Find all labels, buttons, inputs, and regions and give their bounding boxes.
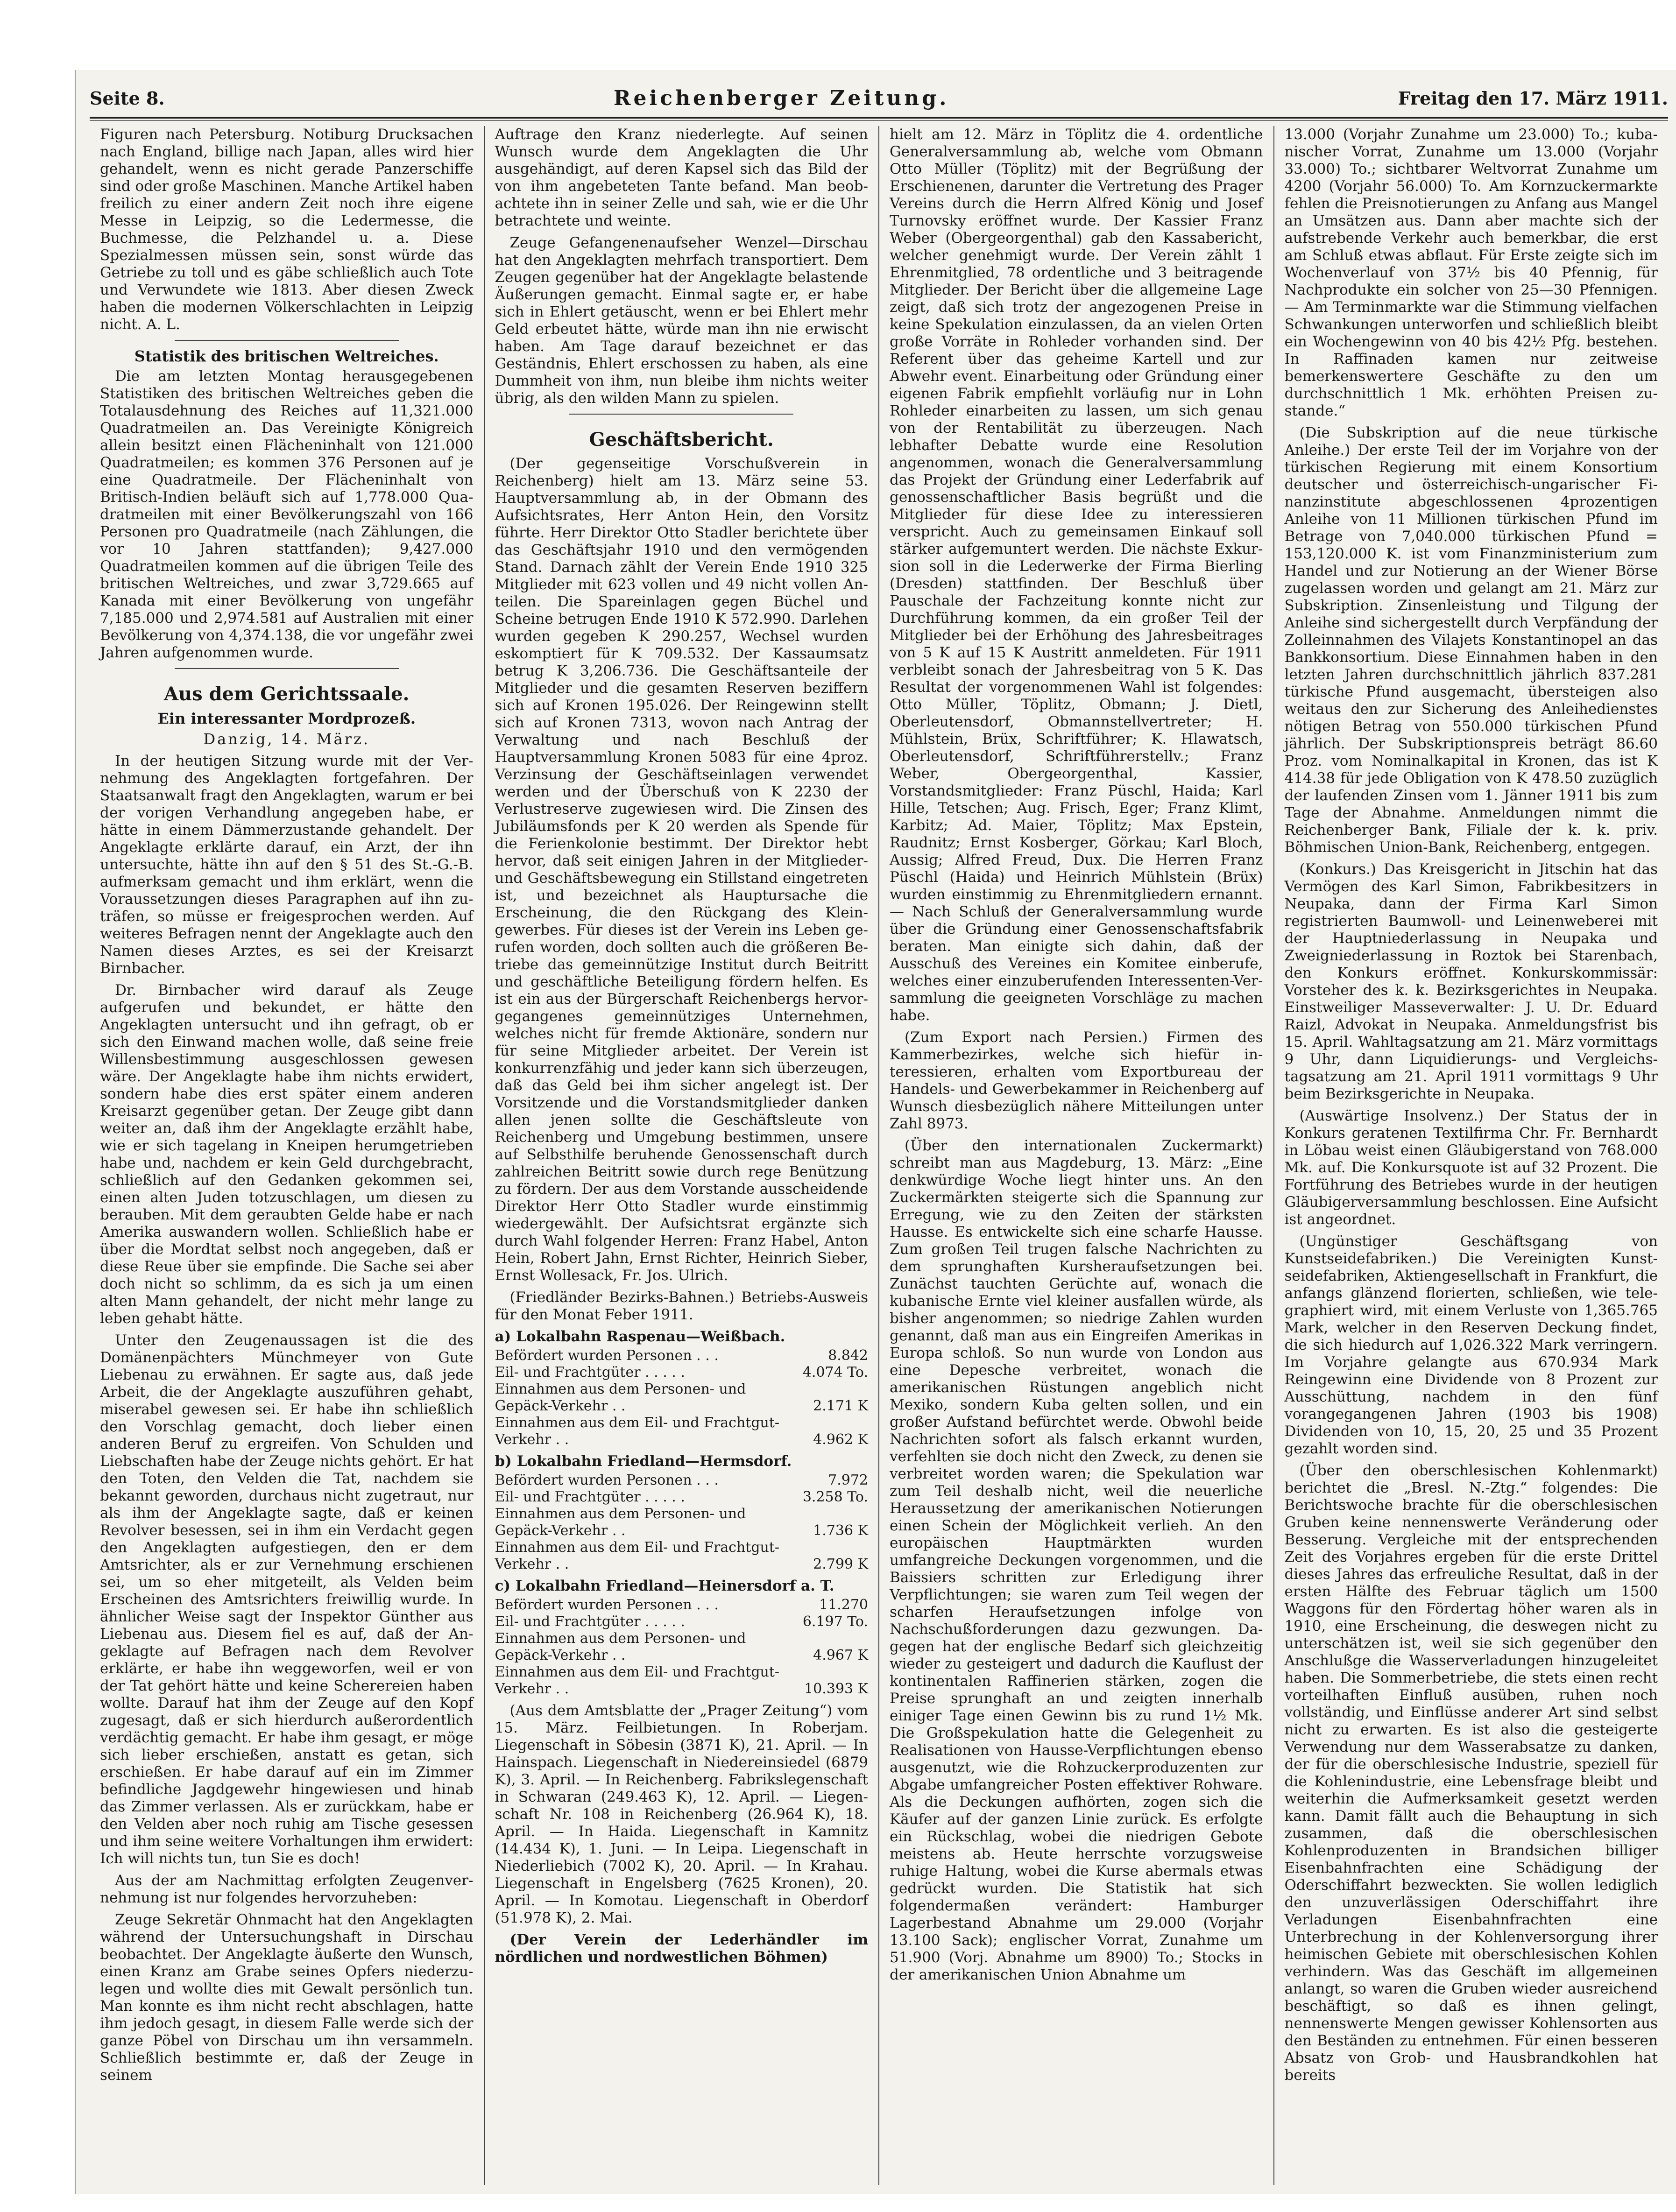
table-row: Eil- und Frachtgüter . . . . . 3.258 To. <box>495 1489 868 1505</box>
table-row: Befördert wurden Personen . . . 7.972 <box>495 1472 868 1488</box>
article-sugar-market: (Über den internationalen Zuckermarkt) schreibt man aus Magdeburg, 13. März: „Eine denkwürdige Woche liegt hinter uns. An den Zuckermärkten steigerte sich die Spannung zur Erregung, wie zu den Zeiten der stärksten Hausse. Es entwickelte sich eine scharfe Hausse. Zum großen Teil trugen falsche Nachrichten zu dem sprunghaften Kursheraufsetzungen bei. Zunächst tauchten Gerüchte auf, wonach die kubanische Ernte viel kleiner ausfallen würde, als bisher angenommen; so niedrige Zahlen wurden genannt, daß man aus ein Eingreifen Amerikas in Europa schloß. So nun wurde von London aus eine Depesche verbreitet, wonach die amerikanischen Rüstungen angeblich nicht Mexiko, sondern Kuba gelten sollen, und ein großer Aufstand befürchtet werde. Obwohl beide Nachrichten sofort als falsch erkannt wurden, verfehlten sie doch nicht den Zweck, zu denen sie verbreitet worden waren; die Spekulation war zum Teil deshalb nicht, weil die neuerliche Heraussetzung der amerikanischen Notierungen einen Schein der Möglichkeit verlieh. An den europäischen Hauptmärkten wurden umfangreiche Deckungen vorgenommen, und die Baissiers schritten zur Erledigung ihrer Verpflichtungen; sie waren zum Teil wegen der scharfen Heraufsetzungen infolge von Nachschußforderungen dazu gezwungen. Dagegen hat der englische Bedarf sich gleichzeitig wieder zu gesteigert und dadurch die Kauflust der kontinentalen Raffinerien stärken, zogen die Preise sprunghaft an und zeigten innerhalb einiger Tage einen Gewinn bis zu rund 1½ Mk. Die Großspekulation hatte die Gelegenheit zu Realisationen von Hausse-Verpflichtungen ebenso ausgenutzt, wie die Rohzuckerproduzenten zur Abgabe umfangreicher Posten effektiver Rohware. Als die Deckungen aufhörten, zogen sich die Käufer auf der ganzen Linie zurück. Es erfolgte ein Rückschlag, wobei die niedrigen Gebote meistens ab. Heute herrschte vorzugsweise ruhige Haltung, wobei die Kurse abermals etwas gedrückt wurden. Die Statistik hat sich folgendermaßen verändert: Hamburger Lagerbestand Abnahme um 29.000 (Vorjahr 13.100 Sack); englischer Vorrat, Zunahme um 51.900 (Vorj. Abnahme um 8900) To.; Stocks in der amerikanischen Union Abnahme um <box>890 1137 1263 1983</box>
article-bankruptcy: (Konkurs.) Das Kreisgericht in Jitschin hat das Vermögen des Karl Simon, Fabrikbesitzers in Neupaka, dann der Firma Karl Simon registrierten Baumwoll- und Leinenweberei mit der Hauptniederlassung in Neupaka und Zweigniederlassung in Roztok bei Starenbach, den Konkurs eröffnet. Konkurskommissär: Vorsteher des k. k. Bezirksgerichtes in Neupaka. Einstweiliger Masseverwalter: J. U. Dr. Eduard Raizl, Advokat in Neupaka. Anmeldungsfrist bis 15. April. Wahltagsatzung am 21. März vormittags 9 Uhr, dann Liquidierungs- und Vergleichstagsatzung am 21. April 1911 vormittags 9 Uhr beim Bezirksgerichte in Neupaka. <box>1284 861 1658 1102</box>
article-coal-market: (Über den oberschlesischen Kohlenmarkt) berichtet die „Bresl. N.-Ztg.“ folgendes: Die Berichtswoche brachte für die oberschlesischen Gruben keine nennenswerte Veränderung oder Besserung. Vergleiche mit der entsprechenden Zeit des Vorjahres ergeben für die erste Drittel dieses Jahres das erfreuliche Resultat, daß in der ersten Hälfte des Februar täglich um 1500 Waggons für den Fördertag höher waren als in 1910, eine Erscheinung, die deswegen nicht zu unterschätzen ist, weil sie sich gegenüber den Anschlußge die Wasserverladungen hinzugeleitet haben. Die Sommerbetriebe, die stets einen recht vorteilhaften Einfluß ausüben, ruhen noch vollständig, und Einflüsse anderer Art sind selbst nicht zu erwarten. Es ist also die gesteigerte Verwendung nur dem Wasserabsatze zu danken, der für die oberschlesische Industrie, speziell für die Kohlenindustrie, eine Lebensfrage bleibt und weiterhin die Aufmerksamkeit gesetzt werden kann. Damit fällt auch die Behauptung in sich zusammen, daß die oberschlesischen Kohlenproduzenten in Brandsichen billiger Eisenbahnfrachten eine Schädigung der Oderschiffahrt bezweckten. Sie wollen lediglich den unzuverlässigen Oderschiffahrt ihre Verladungen Eisenbahnfrachten eine Unterbrechung in der Kohlenversorgung ihrer heimischen Gebiete mit oberschlesischen Kohlen verhindern. Was das Geschäft im allgemeinen anlangt, so waren die Gruben wieder ausreichend beschäftigt, so daß es ihnen gelingt, nennenswerte Mengen gewisser Kohlensorten aus den Beständen zu entnehmen. Für einen besseren Absatz von Grob- und Hausbrandkohlen hat bereits <box>1284 1462 1658 2084</box>
dateline: Danzig, 14. März. <box>203 730 370 748</box>
article-leipzig-continued: Figuren nach Petersburg. Notiburg Drucksachen nach England, billige nach Japan, alles wird hier gehandelt, wenn es nicht gerade Panzerschiffe sind oder große Maschinen. Manche Artikel haben freilich zu einer andern Zeit noch ihre eigene Messe in Leipzig, so die Ledermesse, die Buchmesse, die Pelzhandel u. a. Diese Spezialmessen müssen sein, sonst würde das Getriebe zu toll und es gäbe schließlich auch Tote und Verwundete wie 1813. Aber diesen Zweck haben die modernen Völkerschlachten in Leipzig nicht. A. L. <box>100 126 474 333</box>
article-leather-dealers: hielt am 12. März in Töplitz die 4. ordentliche Generalversammlung ab, welche vom Obmann Otto Müller (Töplitz) mit der Begrüßung der Erschienenen, darunter die Vertretung des Prager Vereins durch die Herrn Alfred König und Josef Turnovsky eröffnet wurde. Der Kassier Franz Weber (Obergeorgenthal) gab den Kassabericht, welcher genehmigt wurde. Der Verein zählt 1 Ehrenmitglied, 78 ordentliche und 3 beitragende Mitglieder. Der Bericht über die allgemeine Lage zeigt, daß sich trotz der angezogenen Preise in keine Spekulation einzulassen, da an vielen Orten große Vorräte in Rohleder vorhanden sind. Der Referent über das geheime Kartell und zur Abwehr event. Einarbeitung oder Gründung einer eigenen Fabrik empfiehlt vorläufig nur in Lohn Rohleder einarbeiten zu lassen, um sich genau von der Rentabilität zu überzeugen. Nach lebhafter Debatte wurde eine Resolution angenommen, wonach die Generalversammlung das Projekt der Gründung einer Lederfabrik auf genossenschaftlicher Basis begrüßt und die Mitglieder für diese Idee zu interessieren verspricht. Auch zu gemeinsamen Einkauf soll stärker aufgemuntert werden. Die nächste Exkursion soll in die Lederwerke der Firma Bierling (Dresden) stattfinden. Der Beschluß über Pauschale der Fachzeitung konnte nicht zur Durchführung kommen, da ein großer Teil der Mitglieder bei der Erhöhung des Jahresbeitrages von 5 K auf 15 K Austritt anmeldeten. Für 1911 verbleibt sonach der Jahresbeitrag von 5 K. Das Resultat der vorgenommenen Wahl ist folgendes: Otto Müller, Töplitz, Obmann; J. Dietl, Oberleutensdorf, Obmannstellvertreter; H. Mühlstein, Brüx, Schriftführer; K. Hlawatsch, Oberleutensdorf, Schriftführerstellv.; Franz Weber, Obergeorgenthal, Kassier, Vorstandsmitglieder: Franz Püschl, Haida; Karl Hille, Tetschen; Aug. Frisch, Eger; Franz Klimt, Karbitz; Ad. Maier, Töplitz; Max Epstein, Raudnitz; Ernst Kosberger, Görkau; Karl Bloch, Aussig; Alfred Freud, Dux. Die Herren Franz Püschl (Haida) und Heinrich Mühlstein (Brüx) wurden einstimmig zu Ehrenmitgliedern ernannt. — Nach Schluß der Generalversammlung wurde über die Gründung einer Genossenschaftsfabrik beraten. Man einigte sich dahin, daß der Ausschuß des Vereines ein Komitee einberufe, welches einer einzuberufenden Interessenten-Versammlung die geeigneten Vorschläge zu machen habe. <box>890 126 1263 1024</box>
issue-date: Freitag den 17. März 1911. <box>1398 87 1668 109</box>
table-row: Befördert wurden Personen . . . 8.842 <box>495 1347 868 1364</box>
headline-british-statistics: Statistik des britischen Weltreiches. <box>134 347 439 365</box>
railway-table-b <box>495 1472 869 1573</box>
article-sugar-market-continued: 13.000 (Vorjahr Zunahme um 23.000) To.; kubanischer Vorrat, Zunahme um 13.000 (Vorjahr 33.000) To.; sichtbarer Weltvorrat Zunahme um 4200 (Vorjahr 56.000) To. Am Kornzuckermarkte fehlen die Preisnotierungen zu Anfang aus Mangel an Umsätzen aus. Dann aber machte sich der aufstrebende Verkehr auch bemerkbar, die erst am Schluß etwas abflaut. Für Erste zeigte sich im Wochenverlauf von 37½ bis 40 Pfennig, für Nachprodukte ein solcher von 25—30 Pfennigen. — Am Terminmarkte war die Stimmung vielfachen Schwankungen unterworfen und schließlich bleibt ein Wochengewinn von 40 bis 42½ Pfg. bestehen. In Raffinaden kamen nur zeitweise bemerkenswertere Geschäfte zu den um durchschnittlich 1 Mk. erhöhten Preisen zustande.“ <box>1284 126 1658 419</box>
table-row: Einnahmen aus dem Personen- und Gepäck-Verkehr . . 2.171 K <box>495 1381 868 1414</box>
paragraph: Unter den Zeugenaussagen ist die des Domänenpächters Münchmeyer von Gute Liebenau zu erwähnen. Er sagte aus, daß jede Arbeit, die der Angeklagte auszuführen gehabt, miserabel gewesen sei. Er habe ihn schließlich den Vorschlag gemacht, doch lieber einen anderen Beruf zu ergreifen. Von Schulden und Liebschaften habe der Zeuge nichts gehört. Er hat den Toten, den Velden die Tat, nachdem sie bekannt geworden, durchaus nicht zugetraut, nur als ihm der Angeklagte sagte, daß er keinen Revolver besessen, sei in ihm ein Verdacht gegen den Angeklagten aufgestiegen, den er dem Amtsrichter, als er zur Vernehmung erschienen sei, um so eher mitgeteilt, als Velden beim Erscheinen des Amtsrichters freiwillig wurde. In ähnlicher Weise sagt der Inspektor Günther aus Liebenau aus. Diesem fiel es auf, daß der Angeklagte auf Befragen nach dem Revolver erklärte, er habe ihn weggeworfen, weil er von der Tat gehört hätte und keine Scherereien haben wollte. Darauf hat ihm der Zeuge auf den Kopf zugesagt, daß er sich hierdurch außerordentlich verdächtig gemacht. Er habe ihm gesagt, er möge sich lieber erschießen, anstatt es getan, sich erschießen. Er habe darauf auf ein im Zimmer befindliche Jagdgewehr hingewiesen und hinab das Zimmer verlassen. Als er zurückkam, habe er den Velden aber noch ruhig am Tische gesessen und ihm seine weitere Vorhaltungen ihm erwidert: Ich will nichts tun, tun Sie es doch! <box>100 1332 474 1867</box>
paragraph: Zeuge Sekretär Ohnmacht hat den Angeklagten während der Untersuchungshaft in Dirschau beobachtet. Der Angeklagte äußerte den Wunsch, einen Kranz am Grabe seines Opfers niederzulegen und wollte dies mit Gewalt persönlich tun. Man konnte es ihm nicht recht abschlagen, hatte ihm jedoch gesagt, in diesem Falle werde sich der ganze Pöbel von Dirschau um ihn versammeln. Schließlich bestimmte er, daß der Zeuge in seinem <box>100 1911 474 2084</box>
article-artificial-silk: (Ungünstiger Geschäftsgang von Kunstseidefabriken.) Die Vereinigten Kunstseidefabriken, Aktiengesellschaft in Frankfurt, die anfangs glänzend florierten, schließen, wie telegraphiert wird, mit einem Verluste von 1,365.765 Mark, welcher in den Reserven Deckung findet, die sich hiedurch auf 1,026.322 Mark verringern. Im Vorjahre gelangte aus 670.934 Mark Reingewinn eine Dividende von 8 Prozent zur Ausschüttung, nachdem in den fünf vorangegangenen Jahren (1903 bis 1908) Dividenden von 10, 15, 20, 25 und 35 Prozent gezahlt worden sind. <box>1284 1233 1658 1457</box>
table-row: Befördert wurden Personen . . . 11.270 <box>495 1597 868 1613</box>
table-row: Einnahmen aus dem Eil- und Frachtgut-Verkehr . . 10.393 K <box>495 1664 868 1697</box>
railway-table-c <box>495 1597 869 1698</box>
article-turkish-loan: (Die Subskription auf die neue türkische Anleihe.) Der erste Teil der im Vorjahre von der türkischen Regierung mit einem Konsortium deutscher und österreichisch-ungarischer Finanzinstitute abgeschlossenen 4prozentigen Anleihe von 11 Millionen türkischen Pfund im Betrage von 7,040.000 türkischen Pfund = 153,120.000 K. ist vom Finanzministerium zum Handel und zur Notierung an der Wiener Börse zugelassen worden und gelangt am 21. März zur Subskription. Zinsenleistung und Tilgung der Anleihe sind sichergestellt durch Verpfändung der Zolleinnahmen des Vilajets Konstantinopel an das Bankkonsortium. Diese Einnahmen haben in den letzten Jahren durchschnittlich jährlich 837.281 türkische Pfund ausgemacht, übersteigen also weitaus den zur Sicherung des Anleihedienstes nötigen Betrag von 550.000 türkischen Pfund jährlich. Der Subskriptionspreis beträgt 86.60 Proz. vom Nominalkapital in Kronen, das ist K 414.38 für jede Obligation von K 478.50 zuzüglich der laufenden Zinsen vom 1. Jänner 1911 bis zum Tage der Abnahme. Anmeldungen nimmt die Reichenberger Bank, Filiale der k. k. priv. Böhmischen Union-Bank, Reichenberg, entgegen. <box>1284 424 1658 856</box>
article-british-statistics: Die am letzten Montag herausgegebenen Statistiken des britischen Weltreiches geben die Totalausdehnung des Reiches auf 11,321.000 Quadratmeilen an. Das Vereinigte Königreich allein besitzt einen Flächeninhalt von 121.000 Quadratmeilen; es kommen 376 Personen auf je eine Quadratmeile. Der Flächeninhalt von Britisch-Indien beläuft sich auf 1,778.000 Quadratmeilen mit einer Bevölkerungszahl von 166 Personen pro Quadratmeile (nach Zählungen, die vor 10 Jahren stattfanden); 9,427.000 Quadratmeilen kommen auf die übrigen Teile des britischen Weltreiches, und zwar 3,729.665 auf Kanada mit einer Bevölkerung von ungefähr 7,185.000 und 2,974.581 auf Australien mit einer Bevölkerung von 4,374.138, die vor ungefähr zwei Jahren aufgenommen wurde. <box>100 368 474 661</box>
paragraph: Dr. Birnbacher wird darauf als Zeuge aufgerufen und bekundet, er hätte den Angeklagten untersucht und ihn gefragt, ob er sich den Einwand machen wolle, daß seine freie Willensbestimmung ausgeschlossen gewesen wäre. Der Angeklagte habe ihm nichts erwidert, sondern habe dies erst später einem anderen Kreisarzt gegenüber getan. Der Zeuge gibt dann weiter an, daß ihm der Angeklagte erzählt habe, wie er sich tagelang in Kneipen herumgetrieben habe und, nachdem er kein Geld durchgebracht, schließlich auf den Gedanken gekommen sei, einen alten Juden totzuschlagen, um diesen zu berauben. Mit dem geraubten Gelde habe er nach Amerika auswandern wollen. Schließlich habe er über die Mordtat selbst noch angegeben, daß er diese Reue über sie empfinde. Die Sache sei aber doch nicht so schlimm, da es sich ja um einen alten Mann gehandelt, der nicht mehr lange zu leben gehabt hätte. <box>100 982 474 1327</box>
railway-section-a: a) Lokalbahn Raspenau—Weißbach. <box>495 1328 785 1345</box>
page-header <box>90 82 1668 114</box>
column-2 <box>485 126 880 2185</box>
table-row: Einnahmen aus dem Personen- und Gepäck-Verkehr . . 1.736 K <box>495 1506 868 1539</box>
article-gazette-notices: (Aus dem Amtsblatte der „Prager Zeitung“) vom 15. März. Feilbietungen. In Roberjam. Liegenschaft in Söbesin (3871 K), 21. April. — In Hainspach. Liegenschaft in Niedereinsiedel (6879 K), 3. April. — In Reichenberg. Fabrikslegenschaft in Schwaran (249.463 K), 12. April. — Liegenschaft Nr. 108 in Reichenberg (26.964 K), 18. April. — In Haida. Liegenschaft in Kamnitz (14.434 K), 1. Juni. — In Leipa. Liegenschaft in Niederliebich (7002 K), 20. April. — In Krahau. Liegenschaft in Engelsberg (7625 Kronen), 20. April. — In Komotau. Liegenschaft in Oberdorf (51.978 K), 2. Mai. <box>495 1702 868 1926</box>
article-export-persia: (Zum Export nach Persien.) Firmen des Kammerbezirkes, welche sich hiefür interessieren, erhalten vom Exportbureau der Handels- und Gewerbekammer in Reichenberg auf Wunsch diesbezüglich nähere Mitteilungen unter Zahl 8973. <box>890 1029 1263 1132</box>
paragraph: Auftrage den Kranz niederlegte. Auf seinen Wunsch wurde dem Angeklagten die Uhr ausgehändigt, auf deren Kapsel sich das Bild der von ihm angebeteten Tante befand. Man beobachtete ihn in seiner Zelle und sah, wie er die Uhr betrachtete und weinte. <box>495 126 868 229</box>
paragraph: Aus der am Nachmittag erfolgten Zeugenvernehmung ist nur folgendes hervorzuheben: <box>100 1872 474 1906</box>
railway-section-b: b) Lokalbahn Friedland—Hermsdorf. <box>495 1453 792 1470</box>
column-3 <box>879 126 1274 2185</box>
railway-section-c: c) Lokalbahn Friedland—Heinersdorf a. T. <box>495 1578 834 1594</box>
divider <box>569 414 793 415</box>
table-row: Einnahmen aus dem Eil- und Frachtgut-Verkehr . . 2.799 K <box>495 1539 868 1572</box>
page-number: Seite 8. <box>90 87 165 109</box>
header-rule-thin <box>90 120 1668 121</box>
columns <box>90 126 1668 2185</box>
masthead: Reichenberger Zeitung. <box>613 86 949 110</box>
newspaper-page <box>75 70 1676 2194</box>
article-loan-association: (Der gegenseitige Vorschußverein in Reichenberg) hielt am 13. März seine 53. Hauptversammlung ab, in der Obmann des Aufsichtsrates, Herr Anton Hein, den Vorsitz führte. Herr Direktor Otto Stadler berichtete über das Geschäftsjahr 1910 und den vermögenden Stand. Darnach zählt der Verein Ende 1910 325 Mitglieder mit 623 vollen und 49 nicht vollen Anteilen. Die Spareinlagen gegen Büchel und Scheine betrugen Ende 1910 K 572.990. Darlehen wurden gegeben K 290.257, Wechsel wurden eskomptiert für K 709.532. Der Kassaumsatz betrug K 3,206.736. Die Geschäftsanteile der Mitglieder und die gesamten Reserven beziffern sich auf Kronen 195.026. Der Reingewinn stellt sich auf Kronen 7313, wovon nach Antrag der Verwaltung und nach Beschluß der Hauptversammlung Kronen 5083 für eine 4proz. Verzinsung der Geschäftseinlagen verwendet werden und der Überschuß von K 2230 der Verlustreserve zugewiesen wird. Die Zinsen des Jubiläumsfonds per K 20 werden als Spende für die Ferienkolonie bestimmt. Der Direktor hebt hervor, daß seit einigen Jahren in der Mitglieder- und Geschäftsbewegung ein Stillstand eingetreten ist, und bezeichnet als Hauptursache die Erscheinung, die den Rückgang des Kleingewerbes. Für dieses ist der Verein ins Leben gerufen worden, doch sollten auch die größeren Betriebe das gemeinnützige Institut durch Beitritt und geschäftliche Beteiligung fördern helfen. Es ist ein aus der Bürgerschaft Reichenbergs hervorgegangenes gemeinnütziges Unternehmen, welches nicht für fremde Aktionäre, sondern nur für seine Mitglieder arbeitet. Der Verein ist konkurrenzfähig und jeder kann sich überzeugen, daß das Geld bei ihm sicher angelegt ist. Der Vorsitzende und die Vorstandsmitglieder danken allen jenen sollte die Geschäftsleute von Reichenberg und Umgebung bestimmen, unsere auf Selbsthilfe beruhende Genossenschaft durch zahlreichen Beitritt sowie durch rege Benützung zu fördern. Der aus dem Vorstande ausscheidende Direktor Herr Otto Stadler wurde einstimmig wiedergewählt. Der Aufsichtsrat ergänzte sich durch Wahl folgender Herren: Franz Habel, Anton Hein, Robert Jahn, Ernst Richter, Heinrich Sieber, Ernst Wollesack, Fr. Jos. Ulrich. <box>495 455 868 1284</box>
divider <box>175 668 399 669</box>
article-railway-report: (Friedländer Bezirks-Bahnen.) Betriebs-Ausweis für den Monat Feber 1911. <box>495 1289 868 1323</box>
section-heading-business: Geschäftsbericht. <box>589 429 774 451</box>
article-leather-dealers-heading: (Der Verein der Lederhändler im nördlichen und nordwestlichen Böhmen) <box>495 1931 868 1965</box>
column-1 <box>90 126 485 2185</box>
column-4 <box>1274 126 1669 2185</box>
paragraph: In der heutigen Sitzung wurde mit der Vernehmung des Angeklagten fortgefahren. Der Staatsanwalt fragt den Angeklagten, warum er bei der vorigen Verhandlung angegeben habe, er hätte in einem Dämmerzustande gehandelt. Der Angeklagte erklärte darauf, ein Arzt, der ihn untersuchte, hätte ihn auf den § 51 des St.-G.-B. aufmerksam gemacht und ihm erklärt, wenn die Voraussetzungen dieses Paragraphen auf ihn zuträfen, so müsse er freigesprochen werden. Auf weiteres Befragen nennt der Angeklagte auch den Namen dieses Arztes, es sei der Kreisarzt Birnbacher. <box>100 753 474 977</box>
table-row: Einnahmen aus dem Personen- und Gepäck-Verkehr . . 4.967 K <box>495 1630 868 1663</box>
paragraph: Zeuge Gefangenenaufseher Wenzel—Dirschau hat den Angeklagten mehrfach transportiert. Dem Zeugen gegenüber hat der Angeklagte belastende Äußerungen gemacht. Einmal sagte er, er habe sich in Ehlert getäuscht, wenn er bei Ehlert mehr Geld erbeutet hätte, würde man ihn nie erwischt haben. Am Tage darauf bezeichnet er das Geständnis, Ehlert erschossen zu haben, als eine Dummheit von ihm, nun bleibe ihm nichts weiter übrig, als den wilden Mann zu spielen. <box>495 234 868 407</box>
divider <box>175 340 399 341</box>
section-heading-court: Aus dem Gerichtssaale. <box>164 683 410 705</box>
table-row: Eil- und Frachtgüter . . . . . 6.197 To. <box>495 1613 868 1630</box>
table-row: Einnahmen aus dem Eil- und Frachtgut-Verkehr . . 4.962 K <box>495 1415 868 1448</box>
header-rule <box>90 117 1668 119</box>
headline-murder-trial: Ein interessanter Mordprozeß. <box>157 710 416 727</box>
article-foreign-insolvency: (Auswärtige Insolvenz.) Der Status der in Konkurs geratenen Textilfirma Chr. Fr. Bernhardt in Löbau weist einen Gläubigerstand von 768.000 Mk. auf. Die Konkursquote ist auf 32 Prozent. Die Fortführung des Betriebes wurde in der heutigen Gläubigerversammlung beschlossen. Eine Aufsicht ist angeordnet. <box>1284 1107 1658 1228</box>
railway-table-a <box>495 1347 869 1448</box>
table-row: Eil- und Frachtgüter . . . . . 4.074 To. <box>495 1364 868 1381</box>
